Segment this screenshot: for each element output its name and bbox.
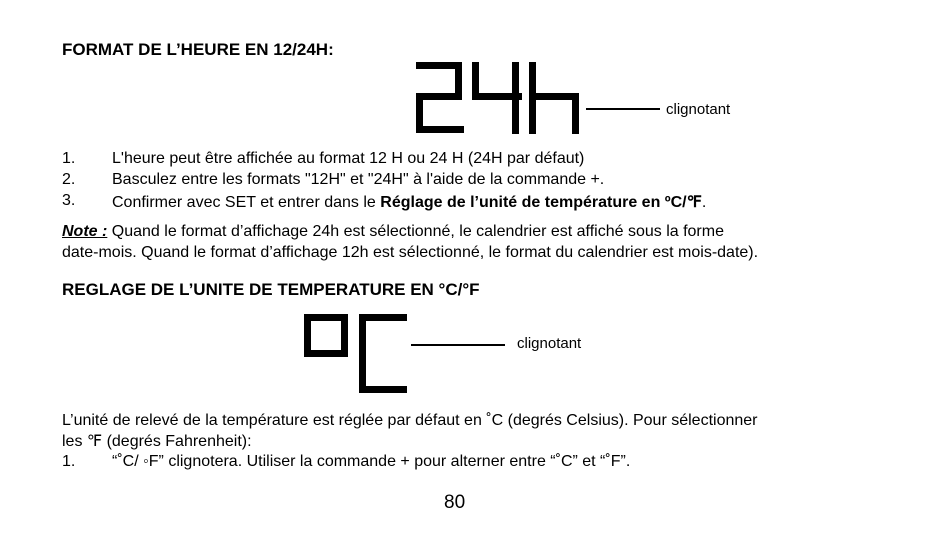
blink-label: clignotant (666, 101, 731, 118)
page-number: 80 (444, 492, 466, 513)
section-heading-temperature-unit: REGLAGE DE L’UNITE DE TEMPERATURE EN °C/°F (62, 280, 480, 299)
section-heading-time-format: FORMAT DE L’HEURE EN 12/24H: (62, 40, 334, 59)
step-text: Confirmer avec SET et entrer dans le Réglage de l’unité de température en ºC/℉. (112, 194, 707, 211)
step-text: L'heure peut être affichée au format 12 H ou 24 H (24H par défaut) (112, 150, 585, 167)
note-paragraph-line2: date-mois. Quand le format d’affichage 12h est sélectionné, le format du calendrier est mois-date). (62, 244, 759, 261)
step-number: 2. (62, 171, 76, 188)
blink-indicator-line (411, 344, 505, 346)
blink-indicator-line (586, 108, 660, 110)
note-label: Note : (62, 223, 108, 240)
lcd-24h-display (412, 60, 582, 136)
lcd-celsius-display (302, 310, 412, 394)
temperature-paragraph-line2: les ℉ (degrés Fahrenheit): (62, 433, 252, 450)
step-number: 3. (62, 192, 76, 209)
temperature-paragraph: L’unité de relevé de la température est réglée par défaut en ˚C (degrés Celsius). Pour sélectionner (62, 412, 758, 429)
note-paragraph: Note : Quand le format d’affichage 24h est sélectionné, le calendrier est affiché sous la forme (62, 223, 724, 240)
step-number: 1. (62, 453, 76, 470)
blink-label: clignotant (517, 335, 582, 352)
bold-reference: Réglage de l’unité de température en ºC/℉ (380, 194, 702, 211)
step-number: 1. (62, 150, 76, 167)
step-text: “˚C/ ◦F” clignotera. Utiliser la commande + pour alterner entre “˚C” et “˚F”. (112, 453, 631, 470)
step-text: Basculez entre les formats "12H" et "24H" à l'aide de la commande +. (112, 171, 605, 188)
